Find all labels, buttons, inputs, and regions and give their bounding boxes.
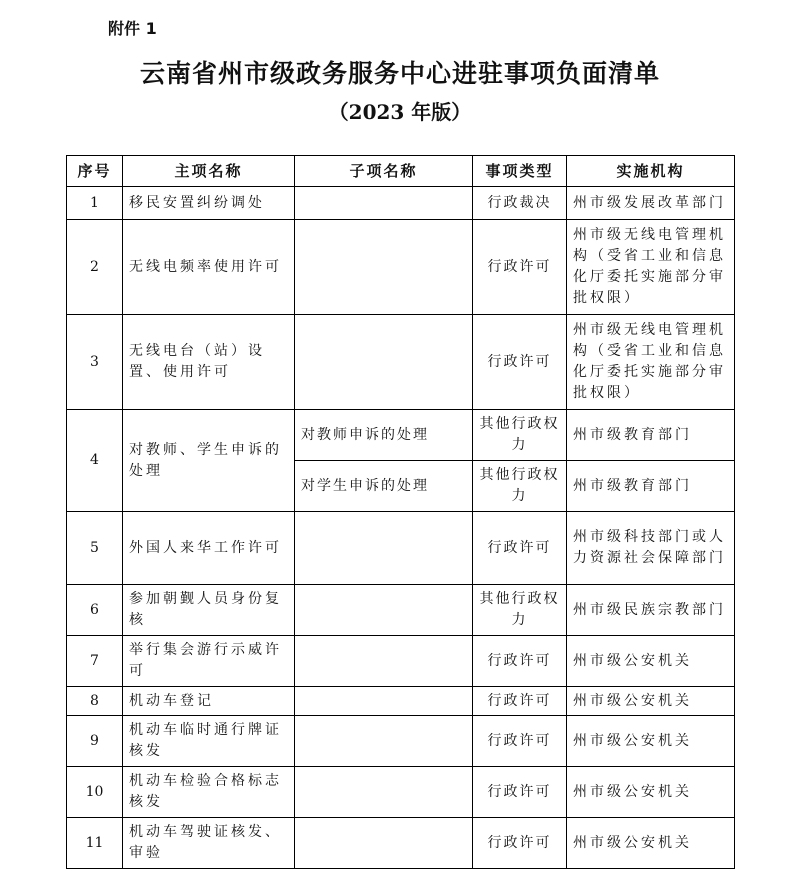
table-row	[67, 716, 735, 767]
cell-main: 无线电台（站）设置、使用许可	[123, 315, 295, 410]
cell-main: 机动车检验合格标志核发	[123, 767, 295, 818]
page-subtitle: （2023 年版）	[328, 100, 472, 124]
cell-sub	[295, 315, 473, 410]
cell-type: 行政许可	[473, 767, 567, 818]
page-title: 云南省州市级政务服务中心进驻事项负面清单	[139, 59, 660, 88]
negative-list-table	[66, 155, 735, 869]
cell-main: 参加朝觐人员身份复核	[123, 585, 295, 636]
cell-org: 州市级民族宗教部门	[567, 585, 735, 636]
table-row	[67, 687, 735, 716]
cell-no: 6	[67, 585, 123, 636]
cell-no: 4	[67, 410, 123, 512]
cell-type: 行政许可	[473, 315, 567, 410]
cell-sub	[295, 767, 473, 818]
table-row	[67, 220, 735, 315]
cell-main: 机动车临时通行牌证核发	[123, 716, 295, 767]
cell-no: 11	[67, 818, 123, 869]
cell-sub	[295, 636, 473, 687]
table-row	[67, 315, 735, 410]
cell-no: 1	[67, 187, 123, 220]
cell-org: 州市级公安机关	[567, 767, 735, 818]
cell-sub	[295, 512, 473, 585]
table-row	[67, 818, 735, 869]
cell-no: 3	[67, 315, 123, 410]
cell-type: 行政许可	[473, 687, 567, 716]
cell-type: 其他行政权力	[473, 461, 567, 512]
cell-no: 7	[67, 636, 123, 687]
cell-main: 机动车登记	[123, 687, 295, 716]
cell-main: 外国人来华工作许可	[123, 512, 295, 585]
cell-org: 州市级公安机关	[567, 716, 735, 767]
cell-no: 9	[67, 716, 123, 767]
col-header-sub: 子项名称	[295, 156, 473, 187]
cell-type: 行政许可	[473, 220, 567, 315]
cell-org: 州市级教育部门	[567, 461, 735, 512]
cell-org: 州市级科技部门或人力资源社会保障部门	[567, 512, 735, 585]
col-header-main: 主项名称	[123, 156, 295, 187]
col-header-no: 序号	[67, 156, 123, 187]
cell-no: 8	[67, 687, 123, 716]
cell-main: 移民安置纠纷调处	[123, 187, 295, 220]
cell-type: 其他行政权力	[473, 585, 567, 636]
table-row	[67, 512, 735, 585]
table-header-row	[67, 156, 735, 187]
cell-type: 行政许可	[473, 636, 567, 687]
attachment-label: 附件 1	[108, 19, 157, 38]
col-header-type: 事项类型	[473, 156, 567, 187]
cell-org: 州市级发展改革部门	[567, 187, 735, 220]
cell-sub	[295, 716, 473, 767]
table-row	[67, 767, 735, 818]
cell-org: 州市级教育部门	[567, 410, 735, 461]
cell-main: 举行集会游行示威许可	[123, 636, 295, 687]
cell-org: 州市级公安机关	[567, 636, 735, 687]
cell-sub	[295, 818, 473, 869]
cell-main: 无线电频率使用许可	[123, 220, 295, 315]
cell-sub: 对学生申诉的处理	[295, 461, 473, 512]
cell-org: 州市级无线电管理机构（受省工业和信息化厅委托实施部分审批权限）	[567, 220, 735, 315]
cell-no: 10	[67, 767, 123, 818]
cell-type: 其他行政权力	[473, 410, 567, 461]
cell-org: 州市级公安机关	[567, 687, 735, 716]
table-row	[67, 636, 735, 687]
cell-org: 州市级无线电管理机构（受省工业和信息化厅委托实施部分审批权限）	[567, 315, 735, 410]
cell-sub: 对教师申诉的处理	[295, 410, 473, 461]
cell-type: 行政许可	[473, 716, 567, 767]
cell-no: 5	[67, 512, 123, 585]
cell-sub	[295, 220, 473, 315]
table-row	[67, 187, 735, 220]
cell-type: 行政许可	[473, 512, 567, 585]
cell-type: 行政裁决	[473, 187, 567, 220]
cell-sub	[295, 187, 473, 220]
cell-sub	[295, 585, 473, 636]
cell-org: 州市级公安机关	[567, 818, 735, 869]
cell-sub	[295, 687, 473, 716]
cell-type: 行政许可	[473, 818, 567, 869]
cell-main: 机动车驾驶证核发、审验	[123, 818, 295, 869]
table-row	[67, 585, 735, 636]
cell-no: 2	[67, 220, 123, 315]
col-header-org: 实施机构	[567, 156, 735, 187]
table-row	[67, 410, 735, 461]
cell-main: 对教师、学生申诉的处理	[123, 410, 295, 512]
